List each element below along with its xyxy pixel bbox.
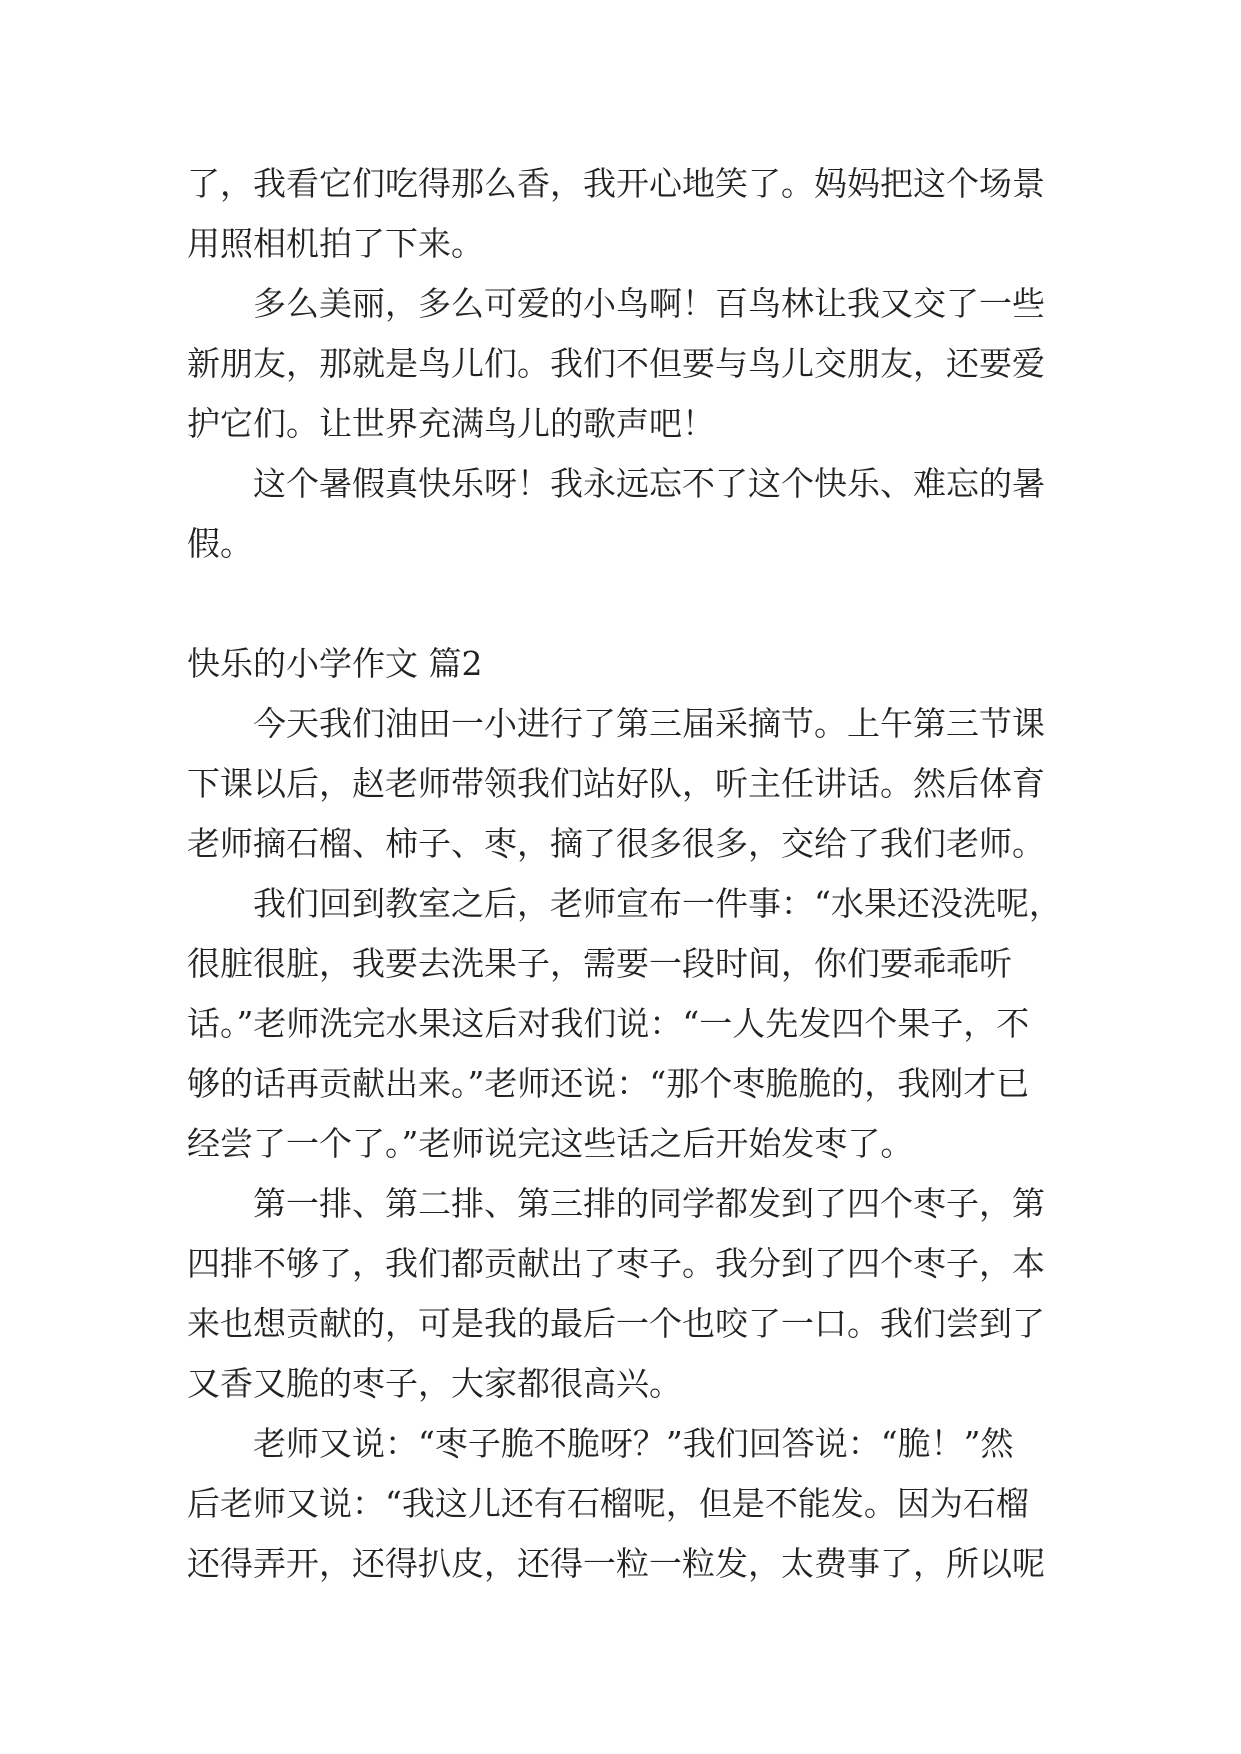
paragraph xyxy=(187,874,1062,1174)
document-body xyxy=(187,154,1062,1594)
text-line: 老师又说：“枣子脆不脆呀？”我们回答说：“脆！”然 xyxy=(253,1424,1014,1463)
text-line: 话。”老师洗完水果这后对我们说：“一人先发四个果子，不 xyxy=(187,1004,1030,1043)
text-line: 很脏很脏，我要去洗果子，需要一段时间，你们要乖乖听 xyxy=(187,944,1012,983)
text-line: 来也想贡献的，可是我的最后一个也咬了一口。我们尝到了 xyxy=(187,1304,1045,1343)
text-line: 经尝了一个了。”老师说完这些话之后开始发枣了。 xyxy=(187,1124,914,1163)
text-line: 第一排、第二排、第三排的同学都发到了四个枣子，第 xyxy=(253,1184,1045,1223)
text-line: 下课以后，赵老师带领我们站好队，听主任讲话。然后体育 xyxy=(187,764,1045,803)
text-line: 新朋友，那就是鸟儿们。我们不但要与鸟儿交朋友，还要爱 xyxy=(187,344,1045,383)
text-line: 够的话再贡献出来。”老师还说：“那个枣脆脆的，我刚才已 xyxy=(187,1064,1030,1103)
text-line: 护它们。让世界充满鸟儿的歌声吧！ xyxy=(187,404,715,443)
text-line: 老师摘石榴、柿子、枣，摘了很多很多，交给了我们老师。 xyxy=(187,824,1045,863)
text-line: 后老师又说：“我这儿还有石榴呢，但是不能发。因为石榴 xyxy=(187,1484,1029,1523)
section-2 xyxy=(187,634,1062,1594)
text-line: 假。 xyxy=(187,524,253,563)
paragraph xyxy=(187,154,1053,274)
text-line: 我们回到教室之后，老师宣布一件事：“水果还没洗呢， xyxy=(253,884,1062,923)
text-line: 又香又脆的枣子，大家都很高兴。 xyxy=(187,1364,682,1403)
text-line: 四排不够了，我们都贡献出了枣子。我分到了四个枣子，本 xyxy=(187,1244,1045,1283)
paragraph xyxy=(187,1414,1053,1594)
text-line: 多么美丽，多么可爱的小鸟啊！百鸟林让我又交了一些 xyxy=(253,284,1045,323)
paragraph xyxy=(187,454,1053,574)
text-line: 用照相机拍了下来。 xyxy=(187,224,484,263)
text-line: 了，我看它们吃得那么香，我开心地笑了。妈妈把这个场景 xyxy=(187,164,1045,203)
text-line: 这个暑假真快乐呀！我永远忘不了这个快乐、难忘的暑 xyxy=(253,464,1045,503)
text-line: 今天我们油田一小进行了第三届采摘节。上午第三节课 xyxy=(253,704,1045,743)
text-line: 还得弄开，还得扒皮，还得一粒一粒发，太费事了，所以呢 xyxy=(187,1544,1045,1583)
paragraph xyxy=(187,1174,1053,1414)
paragraph xyxy=(187,694,1053,874)
section-heading: 快乐的小学作文 篇2 xyxy=(187,644,483,683)
section-1 xyxy=(187,154,1053,574)
paragraph xyxy=(187,274,1053,454)
